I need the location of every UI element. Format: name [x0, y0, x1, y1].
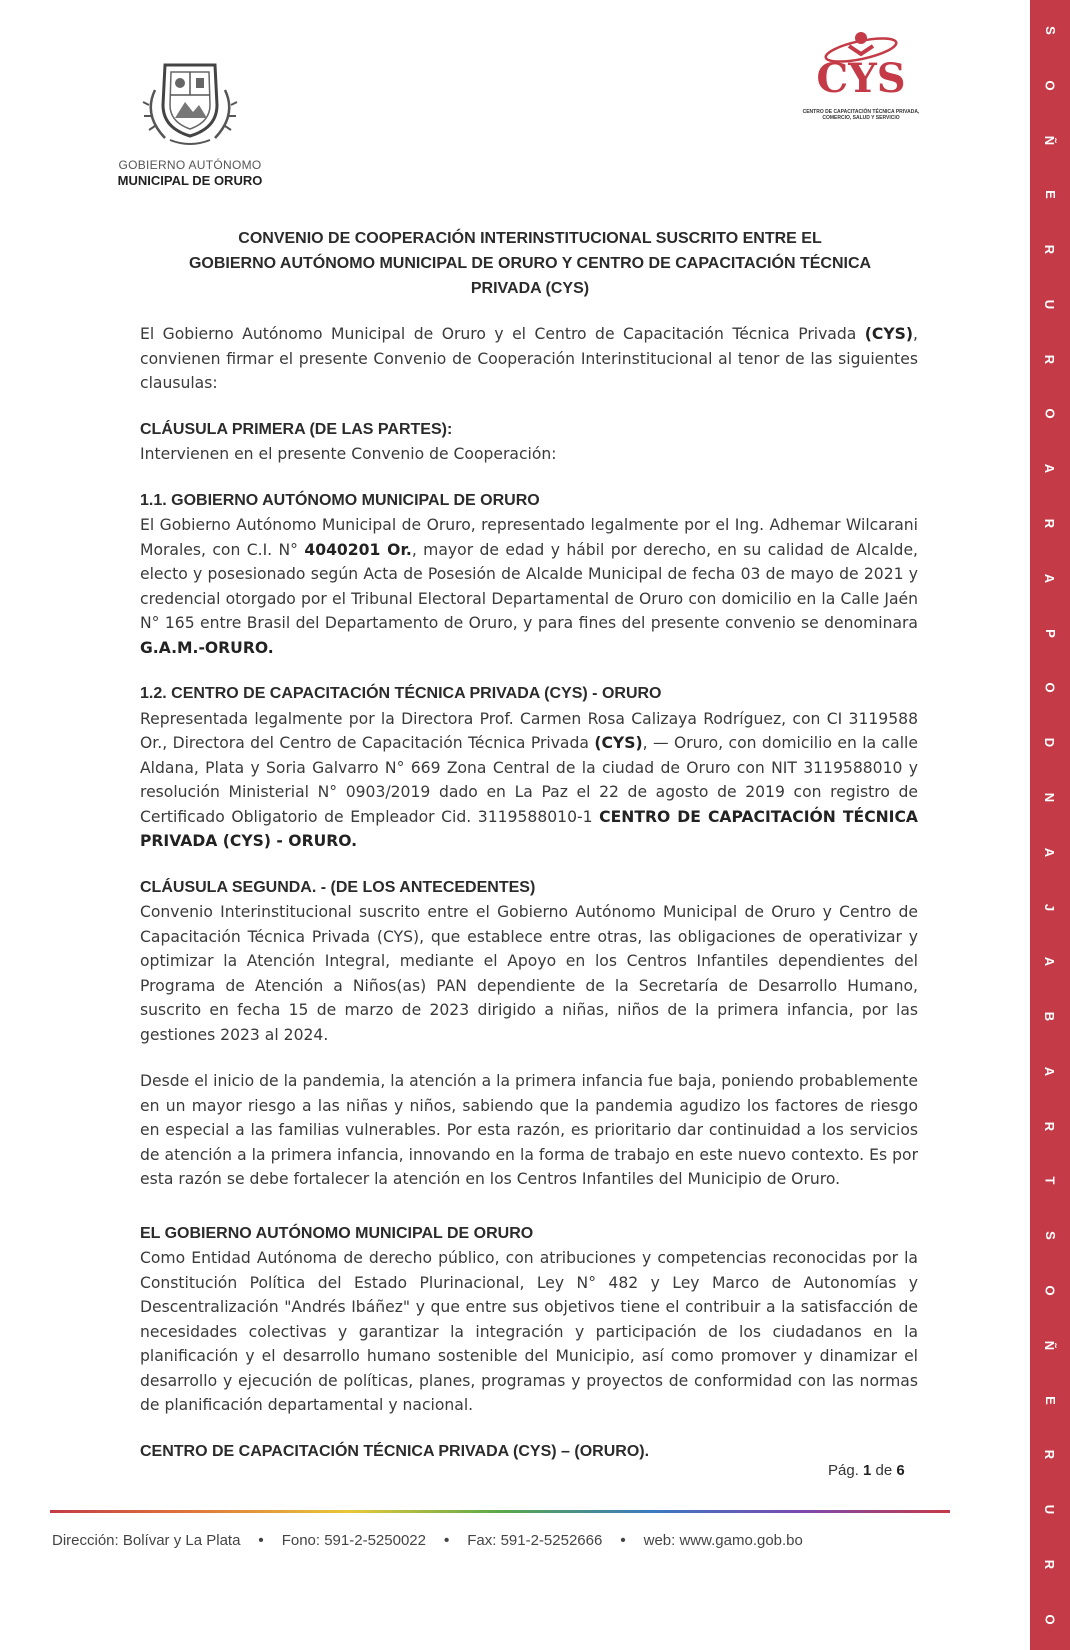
slogan-letter: T: [1042, 1176, 1058, 1185]
logo-line-2: MUNICIPAL DE ORURO: [117, 173, 263, 188]
s11-text-2: , mayor de edad y hábil por derecho, en su calidad de Alcalde, electo y posesionado según Acta de Posesión de Alcalde Municipal de fecha 03 de mayo de 2021 y credencial otorgado por el Tribunal Electoral Departamental de Oruro con domicilio en la Calle Jaén N° 165 entre Brasil del Departamento de Oruro, y para fines del presente convenio se denominara: [140, 540, 919, 632]
section-1-2-paragraph: [140, 707, 918, 854]
slogan-letter: P: [1042, 628, 1058, 638]
slogan-letter: S: [1042, 1231, 1058, 1241]
coat-of-arms-icon: [135, 50, 245, 150]
footer-separator: •: [620, 1532, 626, 1549]
page-sep: de: [871, 1462, 897, 1479]
s12-text-2: , — Oruro, con domicilio en la calle Aldana, Plata y Soria Galvarro N° 669 Zona Central de la ciudad de Oruro con NIT 3119588010 y resolución Ministerial N° 0903/2019 dado en La Paz el 22 de agosto de 2019 con registro de Certificado Obligatorio de Empleador Cid. 3119588010-1: [140, 734, 918, 826]
vertical-slogan-bar: [1030, 0, 1070, 1650]
footer-separator: •: [258, 1532, 264, 1549]
intro-text-2: , convienen firmar el presente Convenio de Cooperación Interinstitucional al tenor de las siguientes clausulas:: [140, 325, 918, 392]
slogan-letter: R: [1042, 1121, 1058, 1131]
s12-alias-bold: CENTRO DE CAPACITACIÓN TÉCNICA PRIVADA (CYS) - ORURO.: [140, 807, 918, 850]
slogan-letter: O: [1042, 1285, 1058, 1296]
footer-phone: Fono: 591-2-5250022: [281, 1532, 426, 1549]
page-number: [828, 1462, 905, 1479]
intro-text: El Gobierno Autónomo Municipal de Oruro y el Centro de Capacitación Técnica Privada: [140, 325, 865, 343]
document-body: [140, 322, 918, 1464]
s11-text: El Gobierno Autónomo Municipal de Oruro, representado legalmente por el Ing. Adhemar Wilcarani Morales, con C.I. N°: [140, 516, 918, 559]
clausula-segunda-heading: CLÁUSULA SEGUNDA. - (DE LOS ANTECEDENTES): [140, 878, 536, 896]
cys-emblem-icon: [811, 28, 911, 108]
slogan-letter: O: [1042, 682, 1058, 693]
slogan-letter: U: [1042, 299, 1058, 310]
logo-line-1: GOBIERNO AUTÓNOMO: [118, 158, 262, 172]
slogan-letter: R: [1042, 518, 1058, 529]
s12-cys-bold: (CYS): [594, 734, 643, 752]
slogan-letter: O: [1042, 1614, 1058, 1625]
title-line-3: PRIVADA (CYS): [470, 280, 590, 297]
slogan-letter: R: [1042, 244, 1058, 255]
slogan-letter: O: [1042, 408, 1058, 420]
gamo-logo: [110, 50, 270, 188]
s11-alias-bold: G.A.M.-ORURO.: [140, 638, 274, 657]
footer-address: Dirección: Bolívar y La Plata: [52, 1532, 241, 1549]
section-1-1-heading: 1.1. GOBIERNO AUTÓNOMO MUNICIPAL DE ORURO: [140, 491, 540, 509]
intro-bold: (CYS): [864, 325, 914, 343]
section-1-1-paragraph: [140, 513, 918, 660]
slogan-letter: R: [1042, 354, 1058, 364]
svg-text:CYS: CYS: [816, 55, 906, 102]
slogan-letter: A: [1042, 573, 1058, 584]
footer-divider: [50, 1510, 950, 1513]
slogan-letter: B: [1042, 1011, 1058, 1022]
slogan-letter: A: [1042, 1066, 1058, 1077]
slogan-letter: A: [1042, 957, 1058, 967]
slogan-letter: O: [1042, 80, 1058, 91]
clausula-primera-text: Intervienen en el presente Convenio de Cooperación:: [140, 445, 557, 463]
clausula-primera-heading: CLÁUSULA PRIMERA (DE LAS PARTES):: [140, 420, 453, 438]
slogan-letter: D: [1042, 737, 1058, 748]
cys-heading: CENTRO DE CAPACITACIÓN TÉCNICA PRIVADA (CYS) – (ORURO).: [140, 1442, 650, 1460]
footer-fax: Fax: 591-2-5252666: [467, 1532, 603, 1549]
pandemia-paragraph: Desde el inicio de la pandemia, la atención a la primera infancia fue baja, poniendo probablemente en un mayor riesgo a las niñas y niños, sabiendo que la pandemia agudizo los factores de riesgo en especial a las familias vulnerables. Por esta razón, es prioritario dar continuidad a los servicios de atención a la primera infancia, innovando en la forma de trabajo en este nuevo contexto. Es por esta razón se debe fortalecer la atención en los Centros Infantiles del Municipio de Oruro.: [140, 1072, 918, 1188]
slogan-letter: E: [1042, 1395, 1058, 1405]
page-total: 6: [896, 1462, 905, 1479]
footer-separator: •: [443, 1532, 450, 1549]
document-title: [140, 226, 920, 301]
slogan-letter: E: [1042, 190, 1058, 200]
slogan-letter: Ñ: [1042, 135, 1058, 145]
s11-ci-bold: 4040201 Or.: [304, 540, 412, 559]
slogan-letter: Ñ: [1042, 1340, 1058, 1350]
footer-web: web: www.gamo.gob.bo: [643, 1532, 803, 1549]
slogan-letter: A: [1042, 464, 1058, 474]
slogan-letter: N: [1042, 792, 1058, 803]
s12-text: Representada legalmente por la Directora Prof. Carmen Rosa Calizaya Rodríguez, con CI 3119588 Or., Directora del Centro de Capacitación Técnica Privada: [140, 709, 918, 752]
intro-paragraph: [140, 322, 918, 396]
slogan-letter: R: [1042, 1559, 1058, 1570]
page-current: 1: [863, 1462, 872, 1479]
title-line-1: CONVENIO DE COOPERACIÓN INTERINSTITUCIONAL SUSCRITO ENTRE EL: [238, 230, 822, 247]
title-line-2: GOBIERNO AUTÓNOMO MUNICIPAL DE ORURO Y CENTRO DE CAPACITACIÓN TÉCNICA: [188, 255, 872, 272]
section-1-2-heading: 1.2. CENTRO DE CAPACITACIÓN TÉCNICA PRIVADA (CYS) - ORURO: [140, 685, 662, 702]
slogan-letter: S: [1042, 26, 1058, 35]
slogan-letter: A: [1042, 847, 1058, 857]
slogan-letter: R: [1042, 1450, 1058, 1460]
cys-caption: CENTRO DE CAPACITACIÓN TÉCNICA PRIVADA, COMERCIO, SALUD Y SERVICIO: [802, 109, 920, 121]
clausula-segunda-text: Convenio Interinstitucional suscrito entre el Gobierno Autónomo Municipal de Oruro y Centro de Capacitación Técnica Privada (CYS), que establece entre otras, las obligaciones de operativizar y optimizar la Atención Integral, mediante el Apoyo en los Centros Infantiles dependientes del Programa de Atención a Niños(as) PAN dependiente de la Secretaría de Desarrollo Humano, suscrito en fecha 15 de marzo de 2023 dirigido a niñas, niños de la primera infancia, por las gestiones 2023 al 2024.: [140, 903, 918, 1044]
gam-paragraph: Como Entidad Autónoma de derecho público, con atribuciones y competencias reconocidas por la Constitución Política del Estado Plurinacional, Ley N° 482 y Ley Marco de Autonomías y Descentralización "Andrés Ibáñez" y que entre sus objetivos tiene el contribuir a la satisfacción de necesidades colectivas y garantizar la integración y participación de los ciudadanos en la planificación y el desarrollo humano sostenible del Municipio, así como promover y dinamizar el desarrollo y ejecución de políticas, planes, programas y proyectos de conformidad con las normas de planificación departamental y nacional.: [140, 1249, 918, 1414]
page-prefix: Pág.: [828, 1462, 864, 1479]
gam-heading: EL GOBIERNO AUTÓNOMO MUNICIPAL DE ORURO: [140, 1224, 534, 1242]
footer: [52, 1532, 952, 1549]
cys-logo: [796, 28, 926, 121]
slogan-letter: J: [1042, 903, 1058, 911]
slogan-letter: U: [1042, 1504, 1058, 1515]
